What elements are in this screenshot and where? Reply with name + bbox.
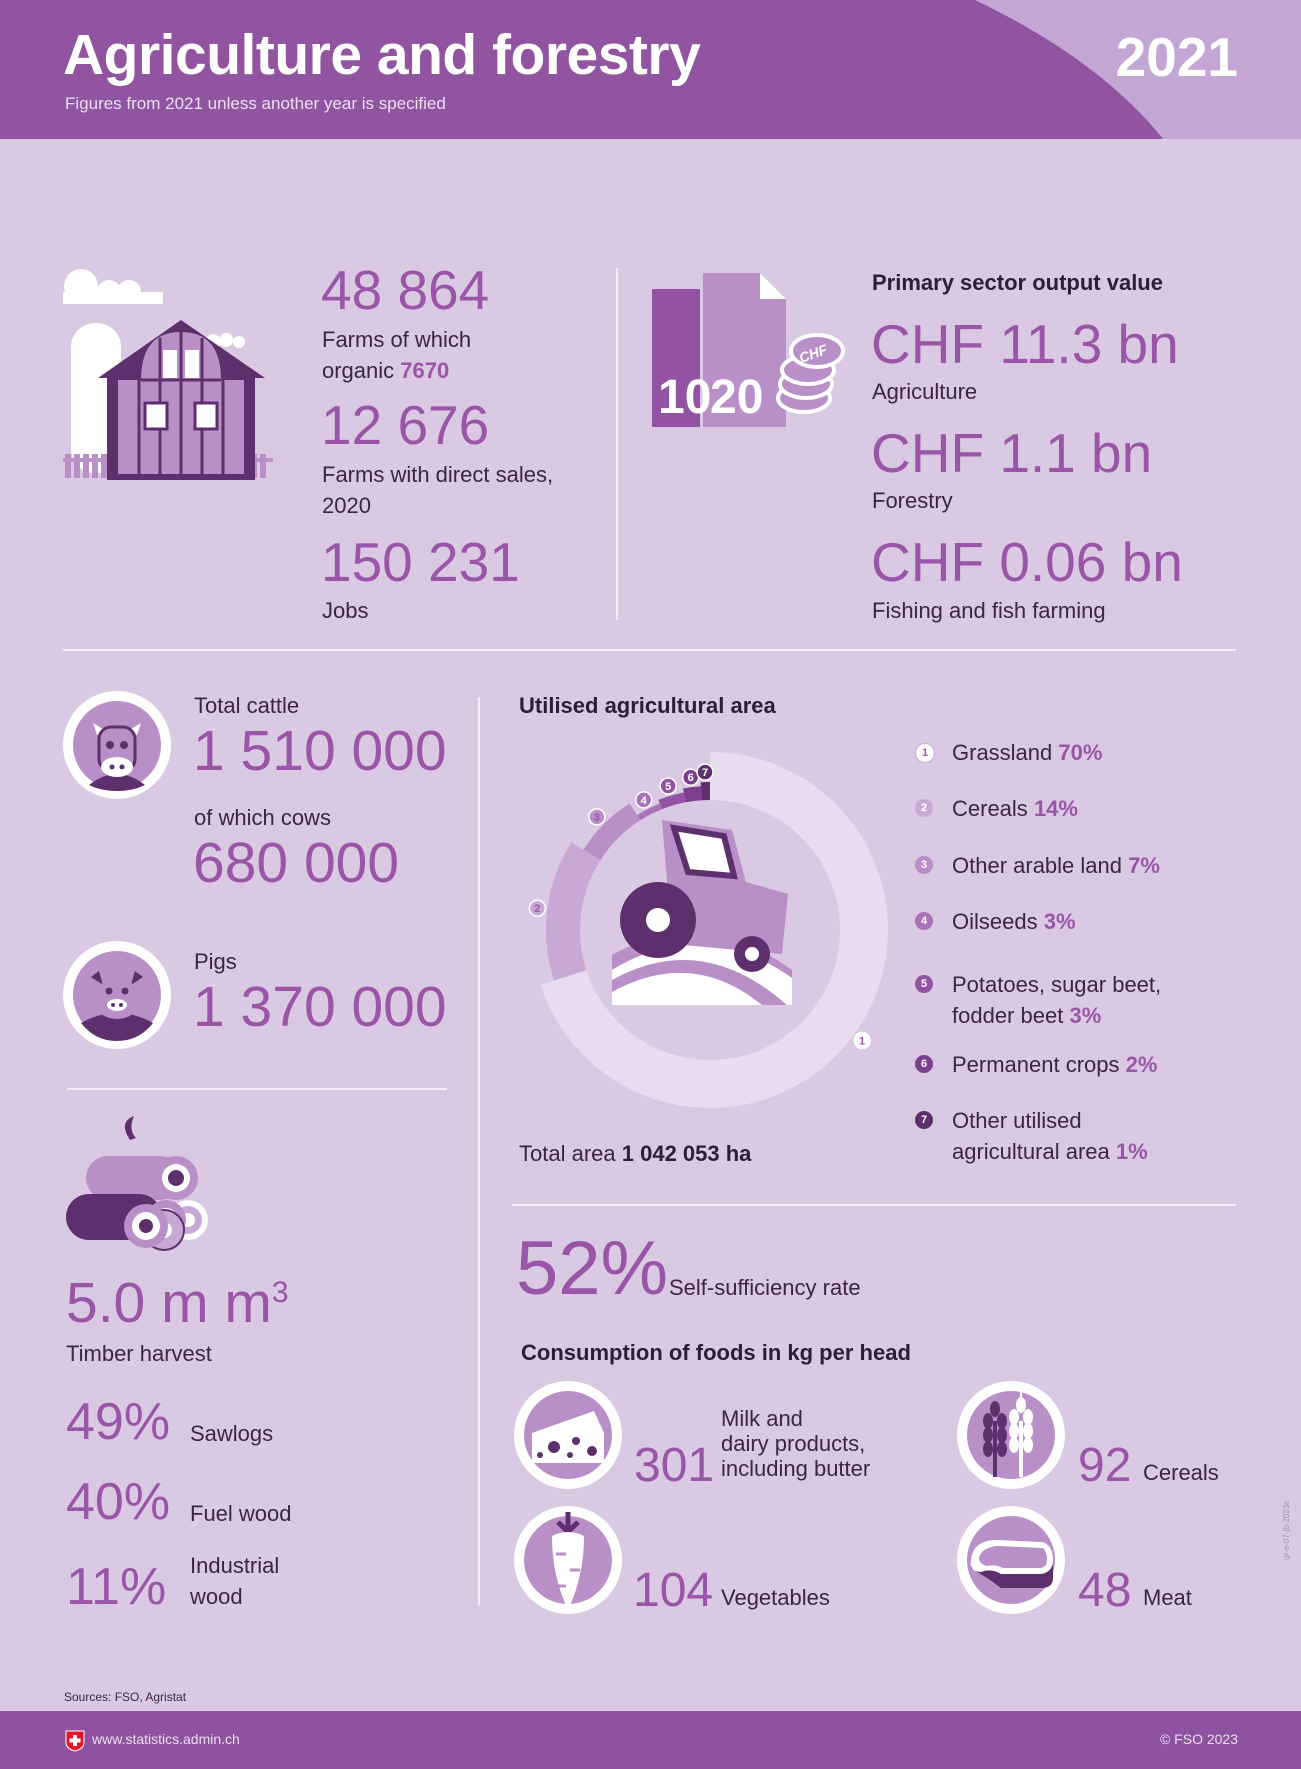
legend-value-other-arable: 7%	[1128, 853, 1160, 878]
cheese-icon	[514, 1381, 622, 1489]
direct-sales-label	[322, 459, 553, 521]
cattle-label: Total cattle	[194, 693, 300, 718]
organic-value: 7670	[400, 358, 450, 383]
pig-icon	[63, 941, 171, 1049]
page-subtitle: Figures from 2021 unless another year is specified	[65, 94, 446, 113]
legend-label-other-arable: Other arable land	[952, 853, 1122, 878]
legend-label-grassland: Grassland	[952, 740, 1053, 765]
agriculture-label: Agriculture	[872, 379, 978, 404]
forestry-label: Forestry	[872, 488, 953, 513]
self-sufficiency-value: 52%	[516, 1226, 669, 1311]
legend-marker-3: 3	[915, 856, 933, 874]
timber-harvest-number: 5.0 m m	[66, 1271, 272, 1335]
farms-value: 48 864	[321, 259, 490, 321]
cereals-label: Cereals	[1143, 1460, 1219, 1485]
legend-value-grassland: 70%	[1058, 740, 1103, 765]
legend-marker-2: 2	[915, 799, 933, 817]
fishing-value: CHF 0.06 bn	[871, 531, 1183, 593]
vegetables-value: 104	[633, 1564, 714, 1617]
meat-label: Meat	[1143, 1585, 1192, 1610]
output-icon-text-2: 20	[710, 371, 764, 424]
total-area	[519, 1138, 751, 1169]
consumption-heading: Consumption of foods in kg per head	[521, 1340, 911, 1365]
farms-label	[322, 324, 471, 386]
output-heading: Primary sector output value	[872, 270, 1163, 295]
donut-slice-permanent-crops	[683, 786, 702, 802]
total-area-label: Total area	[519, 1141, 616, 1166]
fuelwood-pct: 40%	[66, 1473, 171, 1531]
farms-label-line1: Farms of which	[322, 327, 472, 352]
sawlogs-label: Sawlogs	[190, 1421, 274, 1446]
logs-icon	[66, 1116, 216, 1251]
meat-value: 48	[1078, 1564, 1132, 1617]
swiss-flag-icon	[65, 1730, 85, 1752]
donut-marker-label-7: 7	[701, 767, 709, 780]
timber-harvest-sup: 3	[271, 1276, 289, 1309]
timber-harvest-value	[66, 1270, 289, 1336]
cow-icon	[63, 691, 171, 799]
donut-slice-potatoes-sugar-beet-fodder-beet	[658, 792, 685, 809]
legend-item-potatoes	[952, 969, 1161, 1031]
fishing-label: Fishing and fish farming	[872, 598, 1106, 623]
legend-value-oilseeds: 3%	[1043, 909, 1076, 934]
donut-marker-label-2: 2	[534, 903, 541, 916]
jobs-label: Jobs	[322, 598, 369, 623]
legend-item-permanent-crops	[952, 1049, 1157, 1080]
year-label: 2021	[1115, 26, 1238, 88]
vertical-divider-top	[616, 268, 618, 620]
legend-label-potatoes-line2: fodder beet 3%	[952, 1003, 1102, 1028]
fuelwood-label: Fuel wood	[190, 1501, 292, 1526]
legend-marker-6: 6	[915, 1055, 933, 1073]
carrot-icon	[514, 1506, 622, 1614]
wheat-icon	[957, 1381, 1065, 1489]
legend-item-other-arable	[952, 850, 1160, 881]
legend-marker-5: 5	[915, 975, 933, 993]
industrial-wood-label	[190, 1550, 279, 1612]
donut-marker-label-4: 4	[640, 794, 647, 807]
meat-icon	[957, 1506, 1065, 1614]
agriculture-value: CHF 11.3 bn	[871, 313, 1179, 375]
direct-sales-value: 12 676	[321, 394, 490, 456]
donut-marker-label-6: 6	[687, 772, 694, 785]
legend-value-permanent-crops: 2%	[1125, 1052, 1158, 1077]
milk-label-line3: including butter	[721, 1456, 871, 1481]
milk-label-line2: dairy products,	[721, 1431, 866, 1456]
organic-label: organic	[322, 358, 395, 383]
vegetables-label: Vegetables	[721, 1585, 830, 1610]
cows-label: of which cows	[194, 805, 331, 830]
legend-item-grassland	[952, 737, 1102, 768]
milk-label-line1: Milk and	[721, 1406, 803, 1431]
legend-label-oilseeds: Oilseeds	[952, 909, 1038, 934]
donut-slice-other-utilised-agricultural-area	[701, 782, 710, 800]
farms-label-line2	[322, 355, 471, 386]
legend-item-oilseeds	[952, 906, 1076, 937]
tractor-icon	[612, 820, 792, 1010]
direct-sales-label-line2: 2020	[322, 493, 371, 518]
donut-slice-cereals	[546, 842, 600, 981]
legend-value-cereals: 14%	[1033, 796, 1078, 821]
legend-marker-7: 7	[915, 1111, 933, 1129]
self-sufficiency-label: Self-sufficiency rate	[669, 1275, 861, 1300]
horizontal-divider-right	[512, 1204, 1236, 1206]
milk-value: 301	[634, 1439, 715, 1492]
industrial-wood-pct: 11%	[66, 1558, 167, 1616]
total-area-value: 1 042 053 ha	[621, 1141, 752, 1166]
vertical-divider-bottom	[478, 697, 480, 1605]
milk-label	[721, 1406, 870, 1481]
sources: Sources: FSO, Agristat	[64, 1690, 187, 1704]
horizontal-divider-left	[67, 1088, 447, 1090]
coin-text: CHF	[796, 341, 830, 366]
legend-marker-1: 1	[915, 743, 935, 763]
legend-item-other-utilised	[952, 1105, 1148, 1167]
side-code: gr-e-07-jb-2023e	[1282, 1500, 1291, 1560]
industrial-wood-label-line1: Industrial	[190, 1553, 280, 1578]
cows-value: 680 000	[193, 831, 400, 895]
legend-marker-4: 4	[915, 912, 933, 930]
legend-label-cereals: Cereals	[952, 796, 1028, 821]
legend-item-cereals	[952, 793, 1078, 824]
page-title: Agriculture and forestry	[63, 23, 701, 87]
sawlogs-pct: 49%	[66, 1393, 171, 1451]
donut-marker-label-3: 3	[593, 811, 600, 824]
jobs-value: 150 231	[321, 531, 520, 593]
output-icon-text-1: 10	[658, 371, 712, 424]
pigs-value: 1 370 000	[193, 975, 447, 1039]
footer-copyright: © FSO 2023	[1159, 1731, 1238, 1747]
cereals-value: 92	[1078, 1439, 1132, 1492]
timber-harvest-label: Timber harvest	[66, 1341, 212, 1366]
legend-label-other-utilised-line1: Other utilised	[952, 1108, 1082, 1133]
industrial-wood-label-line2: wood	[190, 1584, 243, 1609]
cattle-value: 1 510 000	[193, 719, 447, 783]
footer-url-link[interactable]: www.statistics.admin.ch	[92, 1731, 240, 1747]
legend-label-potatoes-line1: Potatoes, sugar beet,	[952, 972, 1162, 997]
chart-title: Utilised agricultural area	[519, 693, 776, 718]
donut-marker-label-5: 5	[665, 780, 672, 793]
farmhouse-icon	[63, 268, 278, 483]
direct-sales-label-line1: Farms with direct sales,	[322, 462, 554, 487]
donut-marker-label-1: 1	[859, 1035, 866, 1048]
output-bars-icon	[652, 273, 852, 433]
legend-label-other-utilised-line2: agricultural area 1%	[952, 1139, 1148, 1164]
horizontal-divider-1	[63, 649, 1236, 651]
forestry-value: CHF 1.1 bn	[871, 422, 1153, 484]
pigs-label: Pigs	[194, 949, 237, 974]
legend-label-permanent-crops: Permanent crops	[952, 1052, 1120, 1077]
